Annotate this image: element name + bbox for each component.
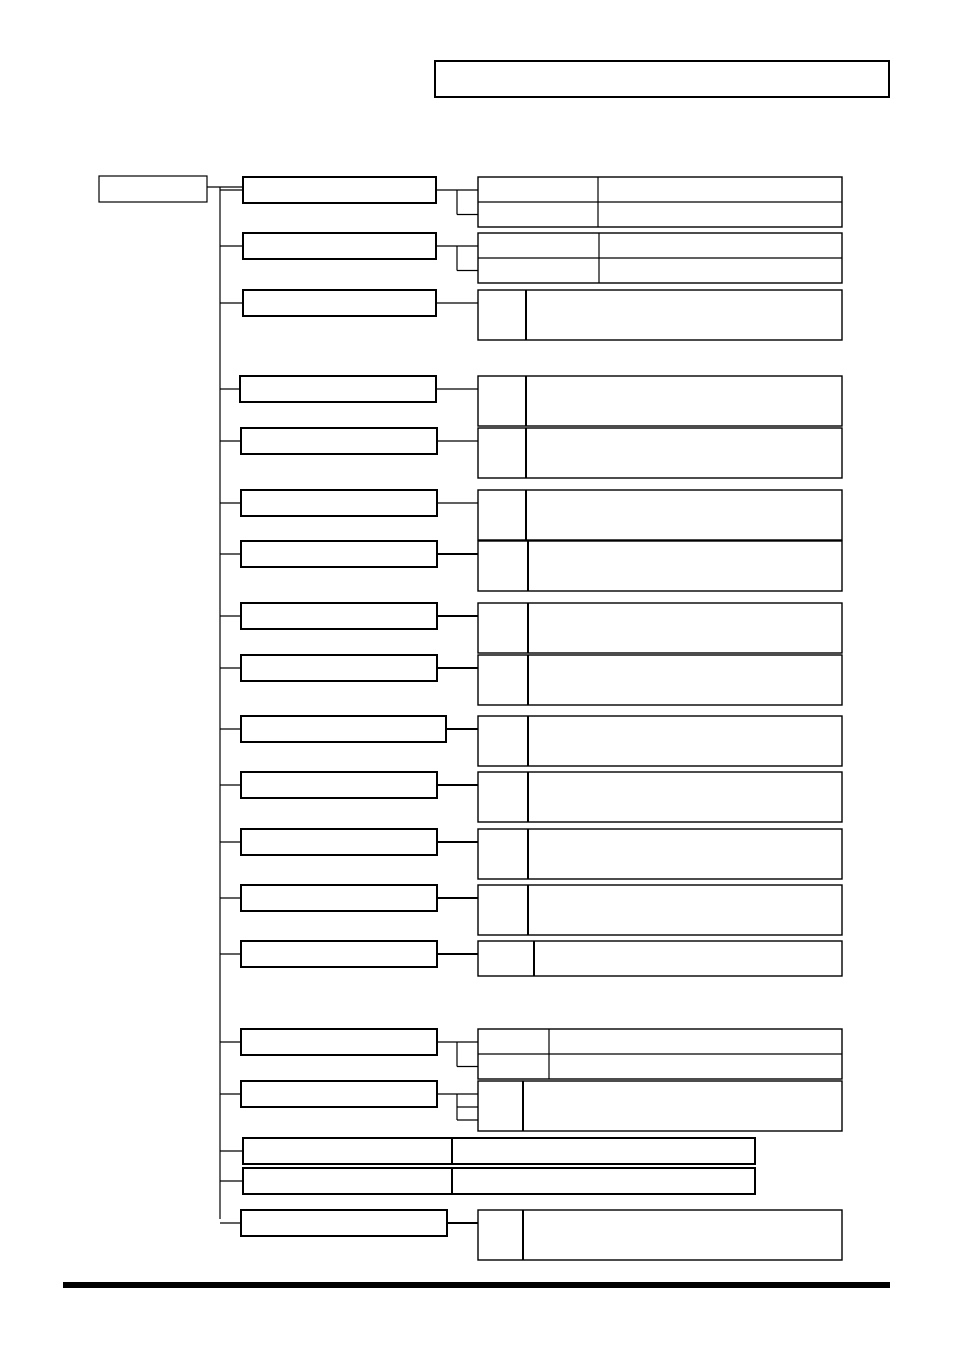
detail-box [478,1081,842,1131]
tree-node [241,1081,437,1107]
detail-box [478,376,842,426]
tree-node [241,716,446,742]
root-node [99,176,207,202]
tree-node [243,1138,452,1164]
tree-node [241,655,437,681]
detail-box [478,885,842,935]
detail-box [478,655,842,705]
tree-node [241,603,437,629]
tree-node [243,1168,452,1194]
detail-box [478,829,842,879]
tree-node [241,1210,447,1236]
tree-node [241,1029,437,1055]
inline-detail [452,1138,755,1164]
detail-box [478,428,842,478]
tree-node [241,885,437,911]
detail-box [478,941,842,976]
footer-rule [63,1282,890,1288]
detail-box [478,490,842,540]
detail-box [478,1210,842,1260]
tree-node [241,541,437,567]
detail-box [478,772,842,822]
tree-node [241,941,437,967]
detail-box [478,541,842,591]
tree-node [243,290,436,316]
detail-box [478,290,842,340]
tree-node [243,177,436,203]
detail-box [478,716,842,766]
tree-node [241,490,437,516]
tree-node [241,829,437,855]
detail-box [478,603,842,653]
tree-node [240,376,436,402]
tree-node [241,772,437,798]
tree-node [243,233,436,259]
inline-detail [452,1168,755,1194]
tree-node [241,428,437,454]
